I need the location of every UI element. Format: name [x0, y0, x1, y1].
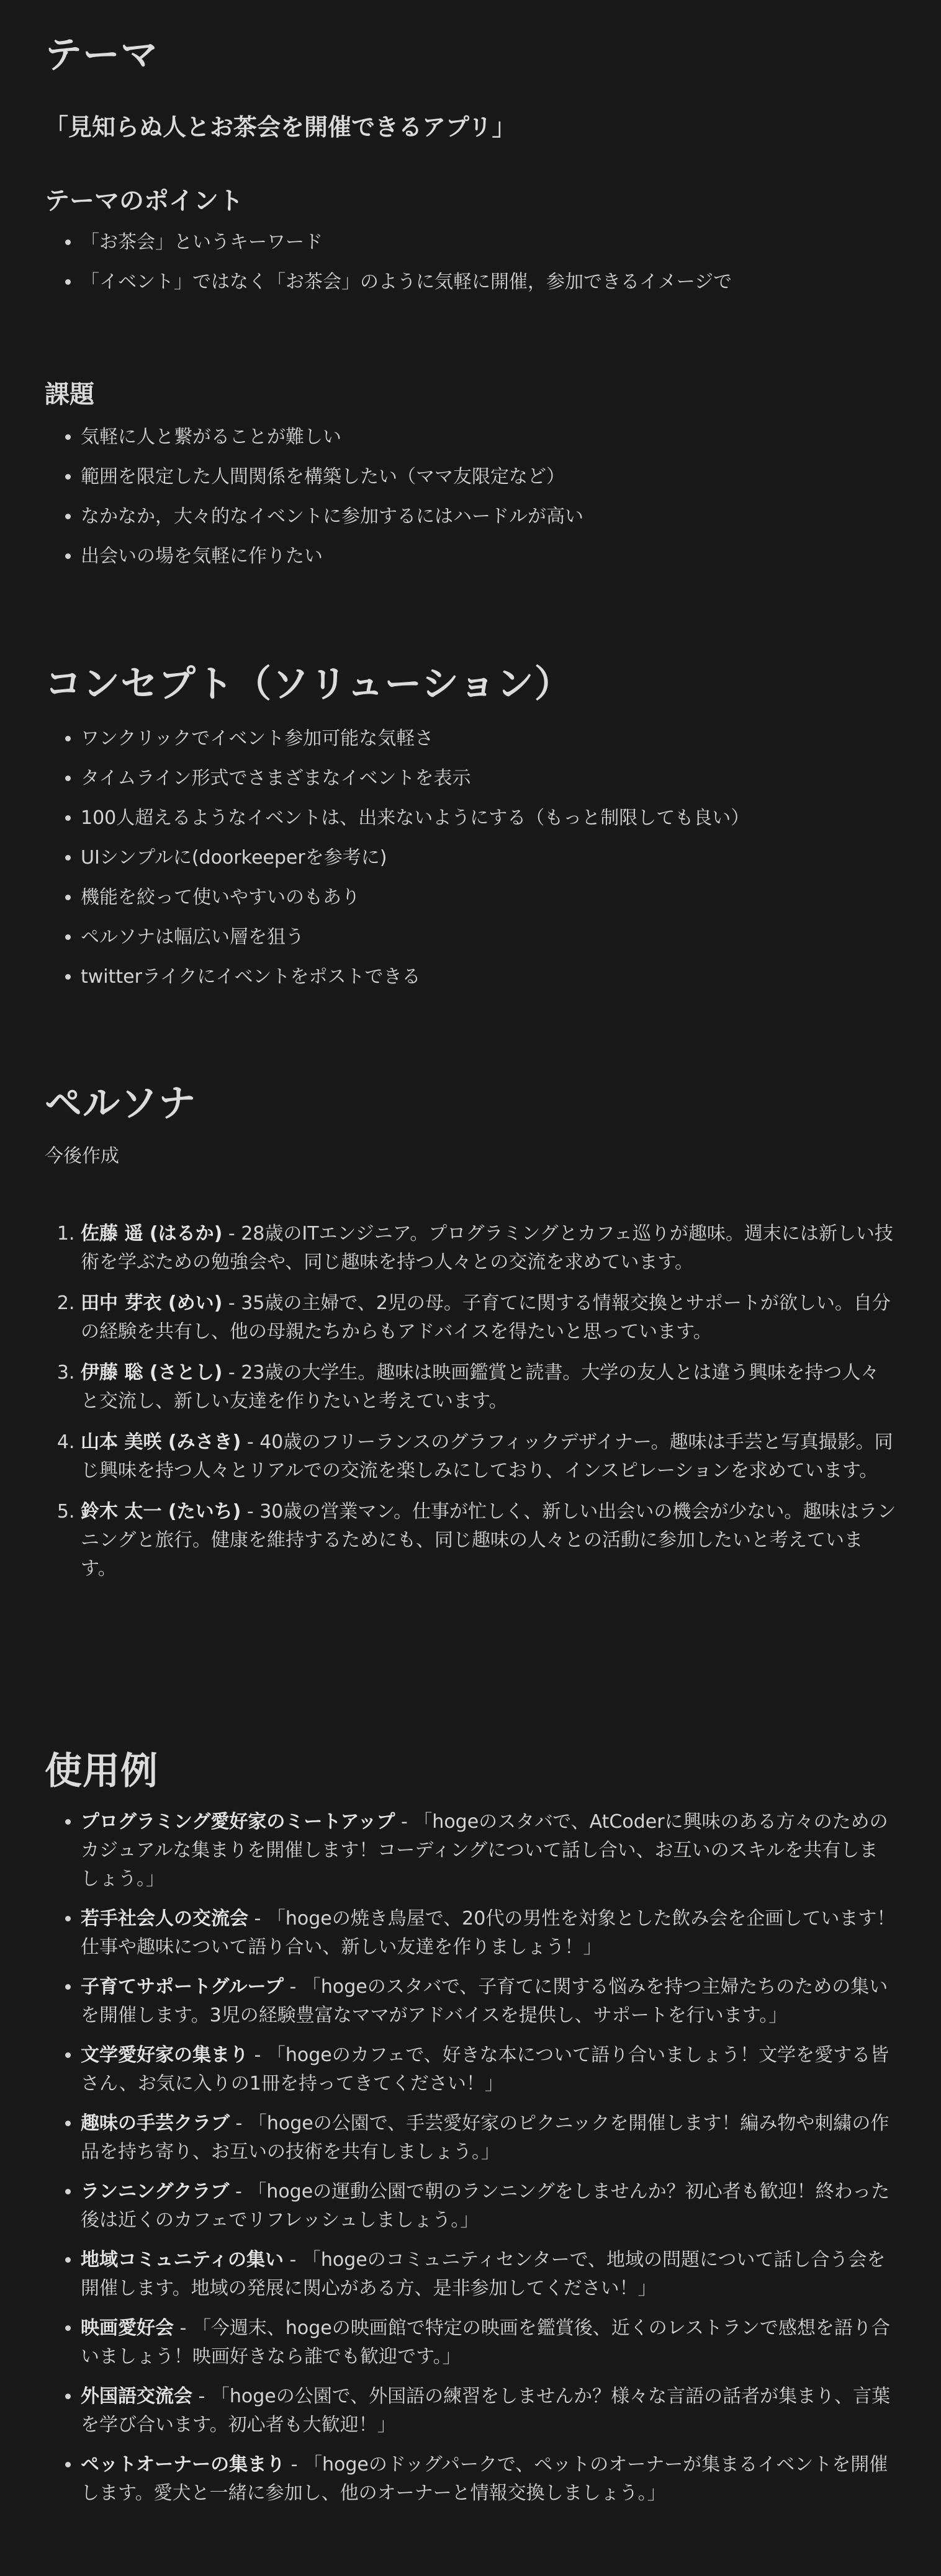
persona-desc: - 30歳の営業マン。仕事が忙しく、新しい出会いの機会が少ない。趣味はランニングと旅行。健康を維持するためにも、同じ趣味の人々との活動に参加したいと考えています。: [81, 1501, 896, 1580]
list-item: [81, 1973, 896, 2030]
list-item: [81, 2382, 896, 2440]
example-name: プログラミング愛好家のミートアップ: [81, 1811, 395, 1833]
persona-note: 今後作成: [45, 1145, 119, 1167]
example-desc: - 「hogeのスタバで、AtCoderに興味のある方々のためのカジュアルな集まりを開催します！コーディングについて話し合い、お互いのスキルを共有しましょう。」: [81, 1811, 888, 1890]
list-item: [81, 1359, 896, 1416]
list-item: • 機能を絞って使いやすいのもあり: [81, 883, 896, 912]
persona-name: 山本 美咲 (みさき): [81, 1431, 241, 1453]
list-item: [81, 2314, 896, 2371]
list-item: • ワンクリックでイベント参加可能な気軽さ: [81, 725, 896, 753]
list-item: [81, 2109, 896, 2167]
example-name: 映画愛好会: [81, 2317, 174, 2339]
list-item: • 100人超えるようなイベントは、出来ないようにする（もっと制限しても良い）: [81, 804, 896, 833]
example-desc: - 「今週末、hogeの映画館で特定の映画を鑑賞後、近くのレストランで感想を語り合いましょう！映画好きなら誰でも歓迎です。」: [81, 2317, 890, 2368]
persona-name: 田中 芽衣 (めい): [81, 1292, 223, 1314]
list-item: [81, 1220, 896, 1277]
example-desc: - 「hogeの運動公園で朝のランニングをしませんか？初心者も歓迎！終わった後は近くのカフェでリフレッシュしましょう。」: [81, 2181, 890, 2231]
list-item: • 範囲を限定した人間関係を構築したい（ママ友限定など）: [81, 463, 896, 491]
example-name: 若手社会人の交流会: [81, 1908, 248, 1930]
example-desc: - 「hogeの公園で、手芸愛好家のピクニックを開催します！編み物や刺繍の作品を持ち寄り、お互いの技術を共有しましょう。」: [81, 2113, 889, 2163]
persona-desc: - 35歳の主婦で、2児の母。子育てに関する情報交換とサポートが欲しい。自分の経験を共有し、他の母親たちからもアドバイスを得たいと思っています。: [81, 1292, 891, 1343]
example-name: ランニングクラブ: [81, 2181, 230, 2203]
example-desc: - 「hogeのコミュニティセンターで、地域の問題について話し合う会を開催します。地域の発展に関心がある方、是非参加してください！」: [81, 2249, 886, 2299]
examples-list: [45, 1808, 896, 2519]
example-desc: - 「hogeの公園で、外国語の練習をしませんか？様々な言語の話者が集まり、言葉を学び合います。初心者も大歓迎！」: [81, 2386, 891, 2436]
list-item: [81, 1498, 896, 1583]
persona-desc: - 23歳の大学生。趣味は映画鑑賞と読書。大学の友人とは違う興味を持つ人々と交流し、新しい友達を作りたいと考えています。: [81, 1362, 880, 1412]
list-item: • twitterライクにイベントをポストできる: [81, 963, 896, 991]
list-item: • 「お茶会」というキーワード: [81, 228, 896, 257]
points-heading: テーマのポイント: [45, 187, 243, 215]
persona-heading: ペルソナ: [45, 1082, 196, 1125]
example-name: 地域コミュニティの集い: [81, 2249, 284, 2271]
persona-list: [45, 1220, 896, 1596]
list-item: • 出会いの場を気軽に作りたい: [81, 542, 896, 571]
list-item: [81, 1289, 896, 1346]
list-item: [81, 2246, 896, 2303]
issues-heading: 課題: [45, 380, 94, 409]
persona-name: 佐藤 遥 (はるか): [81, 1223, 223, 1245]
example-desc: - 「hogeの焼き鳥屋で、20代の男性を対象とした飲み会を企画しています！仕事や趣味について語り合い、新しい友達を作りましょう！」: [81, 1908, 896, 1958]
theme-heading: テーマ: [45, 34, 158, 77]
list-item: • なかなか，大々的なイベントに参加するにはハードルが高い: [81, 503, 896, 531]
persona-name: 伊藤 聡 (さとし): [81, 1362, 223, 1384]
list-item: [81, 2041, 896, 2098]
list-item: • 「イベント」ではなく「お茶会」のように気軽に開催，参加できるイメージで: [81, 268, 896, 297]
list-item: • 気軽に人と繋がることが難しい: [81, 423, 896, 452]
list-item: • タイムライン形式でさまざまなイベントを表示: [81, 764, 896, 793]
concept-list: [45, 725, 896, 1003]
persona-desc: - 28歳のITエンジニア。プログラミングとカフェ巡りが趣味。週末には新しい技術を学ぶための勉強会や、同じ趣味を持つ人々との交流を求めています。: [81, 1223, 893, 1273]
persona-name: 鈴木 太一 (たいち): [81, 1501, 241, 1523]
example-name: ペットオーナーの集まり: [81, 2454, 286, 2475]
persona-desc: - 40歳のフリーランスのグラフィックデザイナー。趣味は手芸と写真撮影。同じ興味を持つ人々とリアルでの交流を楽しみにしており、インスピレーションを求めています。: [81, 1431, 893, 1482]
example-name: 外国語交流会: [81, 2386, 192, 2407]
example-desc: - 「hogeのスタバで、子育てに関する悩みを持つ主婦たちのための集いを開催します。3児の経験豊富なママがアドバイスを提供し、サポートを行います。」: [81, 1976, 888, 2026]
list-item: [81, 2451, 896, 2508]
list-item: • UIシンプルに(doorkeeperを参考に): [81, 844, 896, 872]
concept-heading: コンセプト（ソリューション）: [45, 663, 572, 706]
examples-heading: 使用例: [45, 1750, 158, 1793]
list-item: [81, 1905, 896, 1962]
points-list: [45, 228, 896, 308]
example-name: 趣味の手芸クラブ: [81, 2113, 230, 2134]
list-item: [81, 2178, 896, 2235]
example-desc: - 「hogeのドッグパークで、ペットのオーナーが集まるイベントを開催します。愛犬と一緒に参加し、他のオーナーと情報交換しましょう。」: [81, 2454, 888, 2504]
example-desc: - 「hogeのカフェで、好きな本について語り合いましょう！文学を愛する皆さん、お気に入りの1冊を持ってきてください！」: [81, 2044, 889, 2095]
list-item: [81, 1808, 896, 1894]
theme-title: 「見知らぬ人とお茶会を開催できるアプリ」: [45, 114, 516, 141]
example-name: 文学愛好家の集まり: [81, 2044, 248, 2066]
list-item: [81, 1428, 896, 1485]
list-item: • ペルソナは幅広い層を狙う: [81, 923, 896, 952]
example-name: 子育てサポートグループ: [81, 1976, 284, 1998]
issues-list: [45, 423, 896, 582]
